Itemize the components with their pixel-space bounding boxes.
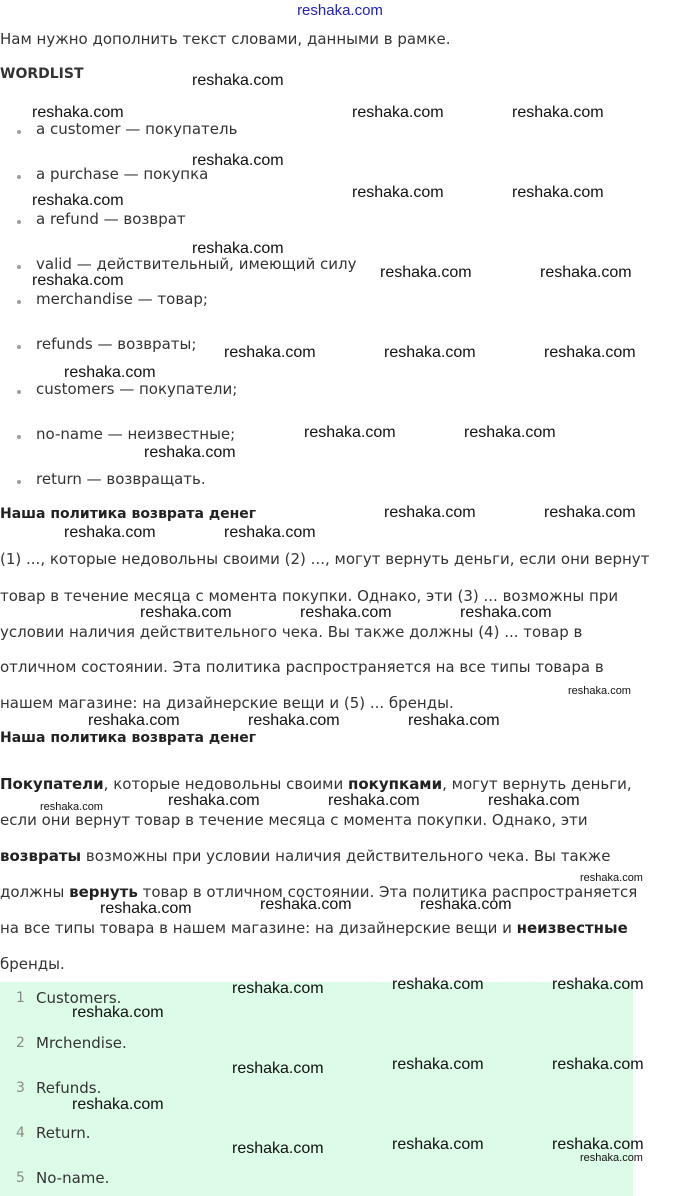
bullet-icon [17,435,21,439]
solution-title: Наша политика возврата денег [0,730,257,746]
watermark: reshaka.com [32,192,124,209]
watermark: reshaka.com [300,604,392,621]
task-line: товар в течение месяца с момента покупки. Однако, эти (3) ... возможны при [0,587,619,605]
bullet-icon [17,390,21,394]
watermark: reshaka.com [552,976,644,993]
bullet-icon [17,345,21,349]
watermark: reshaka.com [384,344,476,361]
watermark: reshaka.com [544,344,636,361]
watermark: reshaka.com [232,1140,324,1157]
watermark: reshaka.com [192,240,284,257]
watermark: reshaka.com [168,792,260,809]
watermark: reshaka.com [232,980,324,997]
bullet-icon [17,480,21,484]
watermark: reshaka.com [192,72,284,89]
watermark: reshaka.com [232,1060,324,1077]
watermark: reshaka.com [328,792,420,809]
answer-word: неизвестные [516,919,628,937]
site-title[interactable]: reshaka.com [297,2,383,19]
watermark: reshaka.com [352,184,444,201]
watermark: reshaka.com [64,364,156,381]
watermark: reshaka.com [544,504,636,521]
task-line: отличном состоянии. Эта политика распространяется на все типы товара в [0,658,604,676]
watermark: reshaka.com [304,424,396,441]
watermark: reshaka.com [392,976,484,993]
watermark: reshaka.com [392,1136,484,1153]
bullet-icon [17,175,21,179]
watermark: reshaka.com [552,1056,644,1073]
watermark: reshaka.com [144,444,236,461]
answer-word: вернуть [69,883,138,901]
answer-word: возвраты [0,847,82,865]
watermark: reshaka.com [460,604,552,621]
watermark: reshaka.com [540,264,632,281]
watermark: reshaka.com [512,104,604,121]
watermark: reshaka.com [224,344,316,361]
watermark: reshaka.com [248,712,340,729]
watermark: reshaka.com [384,504,476,521]
task-line: нашем магазине: на дизайнерские вещи и (5) ... бренды. [0,694,454,712]
bullet-icon [17,220,21,224]
watermark: reshaka.com [464,424,556,441]
solution-line: Покупатели, которые недовольны своими покупками, могут вернуть деньги, [0,775,632,793]
task-line: (1) ..., которые недовольны своими (2) ..., могут вернуть деньги, если они вернут [0,550,650,568]
watermark: reshaka.com [224,524,316,541]
task-title: Наша политика возврата денег [0,506,257,522]
watermark: reshaka.com [40,801,103,813]
solution-line: должны вернуть товар в отличном состоянии. Эта политика распространяется [0,883,638,901]
watermark: reshaka.com [380,264,472,281]
watermark: reshaka.com [568,685,631,697]
wordlist-title: WORDLIST [0,66,84,82]
watermark: reshaka.com [512,184,604,201]
watermark: reshaka.com [408,712,500,729]
solution-line: возвраты возможны при условии наличия действительного чека. Вы также [0,847,611,865]
watermark: reshaka.com [420,896,512,913]
answer-word: покупками [348,775,443,793]
watermark: reshaka.com [260,896,352,913]
watermark: reshaka.com [580,1152,643,1164]
watermark: reshaka.com [352,104,444,121]
answer-word: Покупатели [0,775,104,793]
watermark: reshaka.com [64,524,156,541]
watermark: reshaka.com [100,900,192,917]
solution-line: если они вернут товар в течение месяца с момента покупки. Однако, эти [0,811,588,829]
watermark: reshaka.com [72,1096,164,1113]
watermark: reshaka.com [32,104,124,121]
solution-line: бренды. [0,955,65,973]
watermark: reshaka.com [32,272,124,289]
bullet-icon [17,265,21,269]
bullet-icon [17,130,21,134]
watermark: reshaka.com [140,604,232,621]
solution-line: на все типы товара в нашем магазине: на дизайнерские вещи и неизвестные [0,919,628,937]
watermark: reshaka.com [392,1056,484,1073]
task-line: условии наличия действительного чека. Вы также должны (4) ... товар в [0,623,583,641]
watermark: reshaka.com [88,712,180,729]
watermark: reshaka.com [488,792,580,809]
watermark: reshaka.com [192,152,284,169]
watermark: reshaka.com [552,1136,644,1153]
watermark: reshaka.com [72,1004,164,1021]
watermark: reshaka.com [580,872,643,884]
intro-text: Нам нужно дополнить текст словами, данными в рамке. [0,30,451,48]
answers-panel: 1 Customers. 2 Mrchendise. 3 Refunds. 4 Return. 5 No-name. [0,982,633,1196]
bullet-icon [17,300,21,304]
